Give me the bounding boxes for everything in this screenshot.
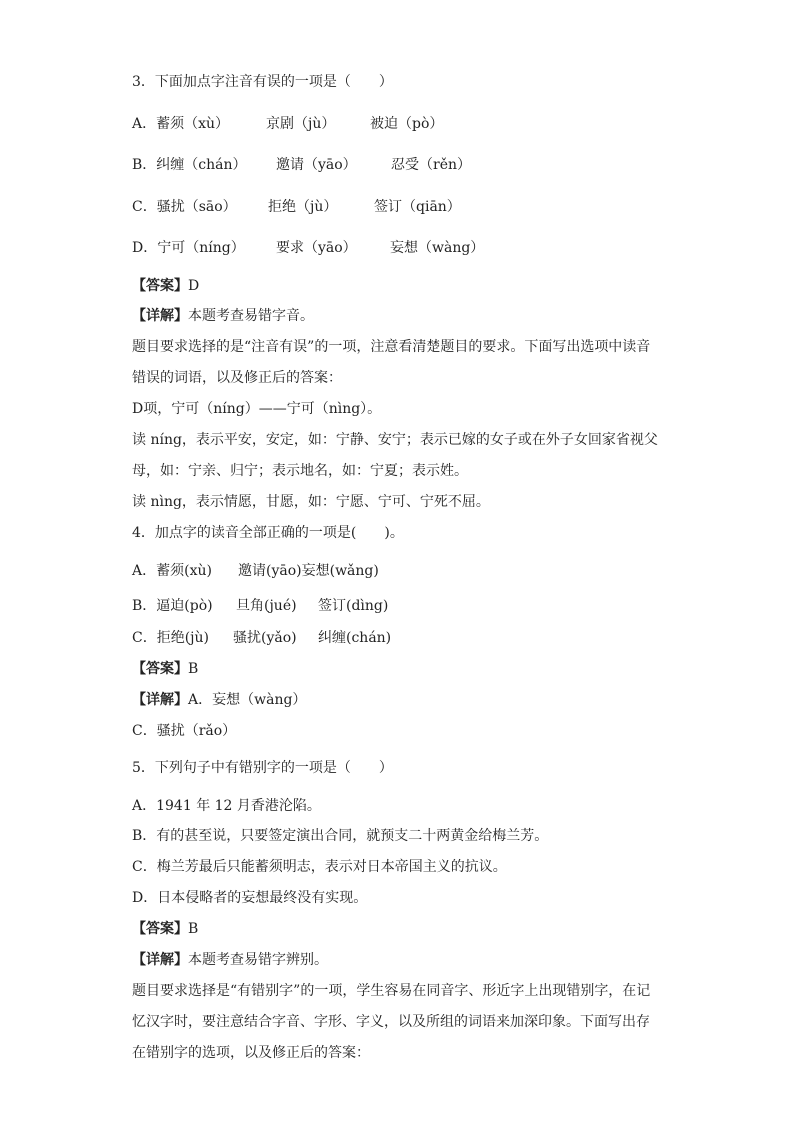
q3-option-d-1: D．宁可（níng） [132,240,245,256]
q3-stem: 3．下面加点字注音有误的一项是（ ） [132,74,393,90]
q4-option-a-2: 邀请(yāo)妄想(wǎng) [238,563,379,579]
q4-option-b-1: B．逼迫(pò) [132,598,213,614]
q3-option-row-c [0,197,794,217]
q3-option-row-b [0,155,794,175]
q3-option-b-1: B．纠缠（chán） [132,157,247,173]
q3-detail-line: 题目要求选择的是“注音有误”的一项，注意看清楚题目的要求。下面写出选项中读音 [132,339,651,355]
q3-detail-line: 【详解】本题考查易错字音。 [132,308,314,324]
q3-detail-line: 错误的词语，以及修正后的答案： [132,370,342,386]
q4-option-c-1: C．拒绝(jù) [132,630,209,646]
answer-tag: 【答案】 [132,921,188,937]
answer-value: B [188,921,199,937]
q5-detail-line: 【详解】本题考查易错字辨别。 [132,952,328,968]
q3-detail-line: D项，宁可（níng）——宁可（nìng）。 [132,401,382,417]
q5-detail-line: 在错别字的选项，以及修正后的答案： [132,1045,370,1061]
q4-answer [132,659,198,679]
q3-option-row-d [0,238,794,258]
answer-value: B [188,661,199,677]
q3-option-c-1: C．骚扰（sāo） [132,199,237,215]
q3-detail-line: 读 nìng，表示情愿，甘愿，如：宁愿、宁可、宁死不屈。 [132,494,490,510]
q5-option-d: D．日本侵略者的妄想最终没有实现。 [132,890,368,906]
detail-tag: 【详解】 [132,692,188,708]
q3-option-row-a [0,114,794,134]
q4-option-c-2: 骚扰(yǎo) [233,630,297,646]
q4-option-b-2: 旦角(jué) [236,598,297,614]
answer-tag: 【答案】 [132,661,188,677]
q4-stem: 4．加点字的读音全部正确的一项是( )。 [132,525,404,541]
q3-option-d-3: 妄想（wàng） [390,240,485,256]
q5-detail-line: 题目要求选择是“有错别字”的一项，学生容易在同音字、形近字上出现错别字，在记 [132,983,651,999]
q3-option-a-3: 被迫（pò） [370,116,444,132]
q4-detail-line: C．骚扰（rǎo） [132,723,237,739]
q3-option-a-1: A．蓄须（xù） [132,116,230,132]
detail-tag: 【详解】 [132,952,188,968]
q5-option-a: A．1941 年 12 月香港沦陷。 [132,798,321,814]
q3-option-b-3: 忍受（rěn） [391,157,471,173]
answer-tag: 【答案】 [132,278,188,294]
q5-detail-line: 忆汉字时，要注意结合字音、字形、字义，以及所组的词语来加深印象。下面写出存 [132,1014,650,1030]
q4-option-c-3: 纠缠(chán) [318,630,392,646]
q4-option-b-3: 签订(dìng) [318,598,389,614]
answer-value: D [188,278,200,294]
q3-option-c-2: 拒绝（jù） [268,199,338,215]
q5-option-b: B．有的甚至说，只要签定演出合同，就预支二十两黄金给梅兰芳。 [132,828,549,844]
q4-detail-line: 【详解】A．妄想（wàng） [132,692,307,708]
q5-option-c: C．梅兰芳最后只能蓄须明志，表示对日本帝国主义的抗议。 [132,859,507,875]
q3-option-d-2: 要求（yāo） [276,240,357,256]
q3-option-a-2: 京剧（jù） [266,116,336,132]
q4-option-row-b [0,596,794,616]
detail-tag: 【详解】 [132,308,188,324]
q3-detail-line: 读 níng，表示平安，安定，如：宁静、安宁；表示已嫁的女子或在外子女回家省视父 [132,432,658,448]
q3-detail-line: 母，如：宁亲、归宁；表示地名，如：宁夏；表示姓。 [132,463,468,479]
q5-stem: 5．下列句子中有错别字的一项是（ ） [132,760,393,776]
q4-option-row-c [0,628,794,648]
q3-option-c-3: 签订（qiān） [374,199,461,215]
q4-option-row-a [0,561,794,581]
q5-answer [132,919,198,939]
q3-answer [132,276,199,296]
q4-option-a-1: A．蓄须(xù) [132,563,212,579]
q3-option-b-2: 邀请（yāo） [276,157,357,173]
